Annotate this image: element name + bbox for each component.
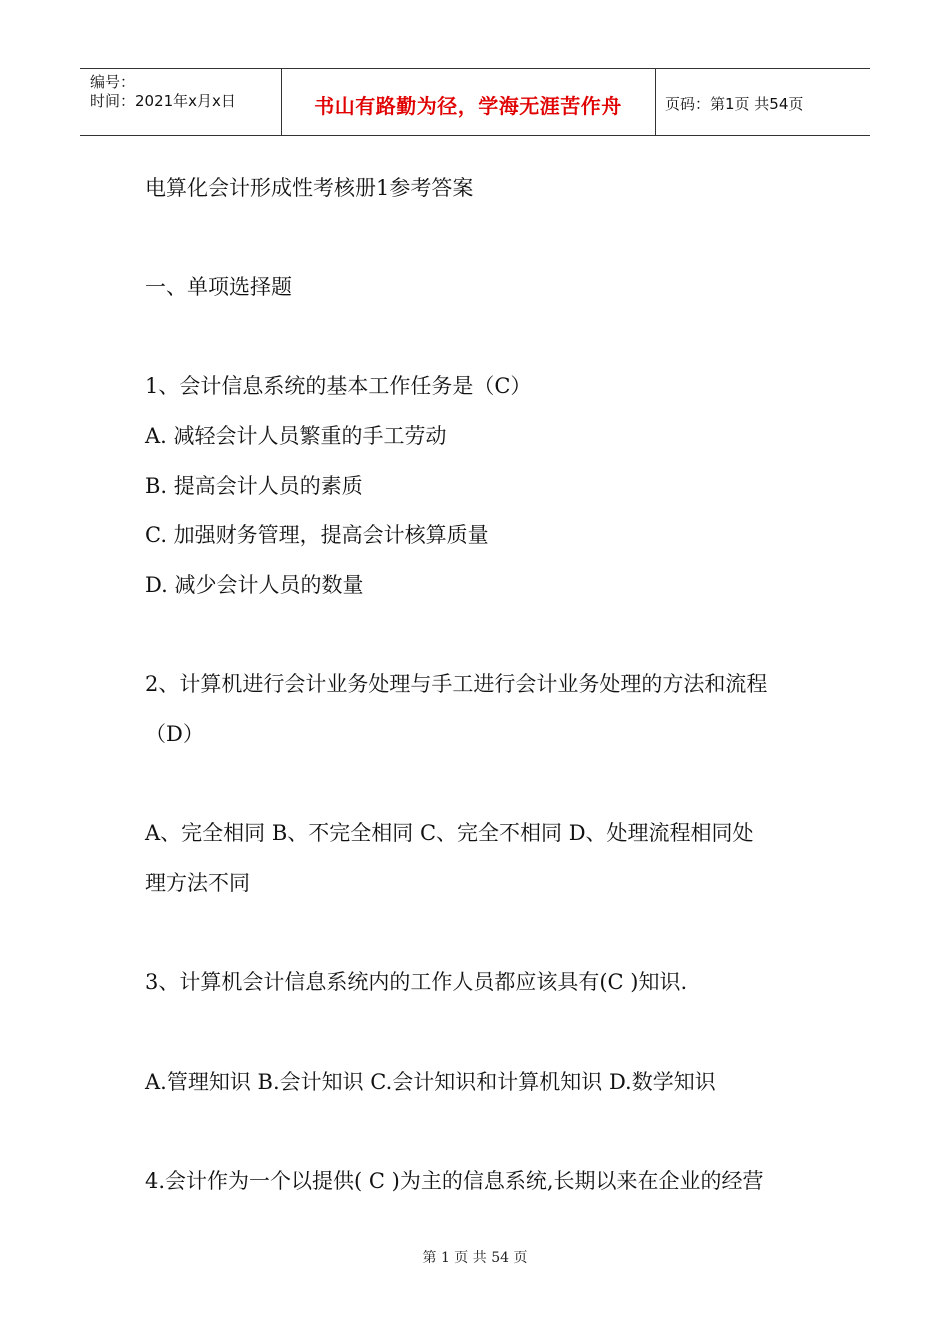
question-1-option-a: A. 减轻会计人员繁重的手工劳动	[145, 424, 447, 448]
question-3: 3、计算机会计信息系统内的工作人员都应该具有(C )知识.	[145, 970, 688, 994]
question-2-options-line-1: A、完全相同 B、不完全相同 C、完全不相同 D、处理流程相同处	[145, 821, 754, 845]
question-2-line-2: （D）	[145, 722, 204, 746]
header-number-label: 编号：	[90, 73, 136, 91]
page-header	[80, 68, 870, 136]
question-1: 1、会计信息系统的基本工作任务是（C）	[145, 374, 532, 398]
header-motto: 书山有路勤为径，学海无涯苦作舟	[314, 94, 622, 118]
header-page-info: 页码：第1页 共54页	[665, 95, 804, 113]
question-2-line-1: 2、计算机进行会计业务处理与手工进行会计业务处理的方法和流程	[145, 672, 768, 696]
document-title: 电算化会计形成性考核册1参考答案	[145, 176, 474, 200]
header-date-label: 时间：2021年x月x日	[90, 92, 236, 110]
header-divider-right	[655, 69, 656, 135]
question-3-options: A.管理知识 B.会计知识 C.会计知识和计算机知识 D.数学知识	[145, 1070, 716, 1094]
section-heading: 一、单项选择题	[145, 275, 292, 299]
question-1-option-b: B. 提高会计人员的素质	[145, 474, 363, 498]
question-4-line-1: 4.会计作为一个以提供( C )为主的信息系统,长期以来在企业的经营	[145, 1169, 764, 1193]
question-2-options-line-2: 理方法不同	[145, 871, 250, 895]
header-meta	[90, 73, 236, 111]
question-1-option-c: C. 加强财务管理，提高会计核算质量	[145, 523, 489, 547]
page-footer: 第 1 页 共 54 页	[422, 1250, 528, 1266]
question-1-option-d: D. 减少会计人员的数量	[145, 573, 364, 597]
